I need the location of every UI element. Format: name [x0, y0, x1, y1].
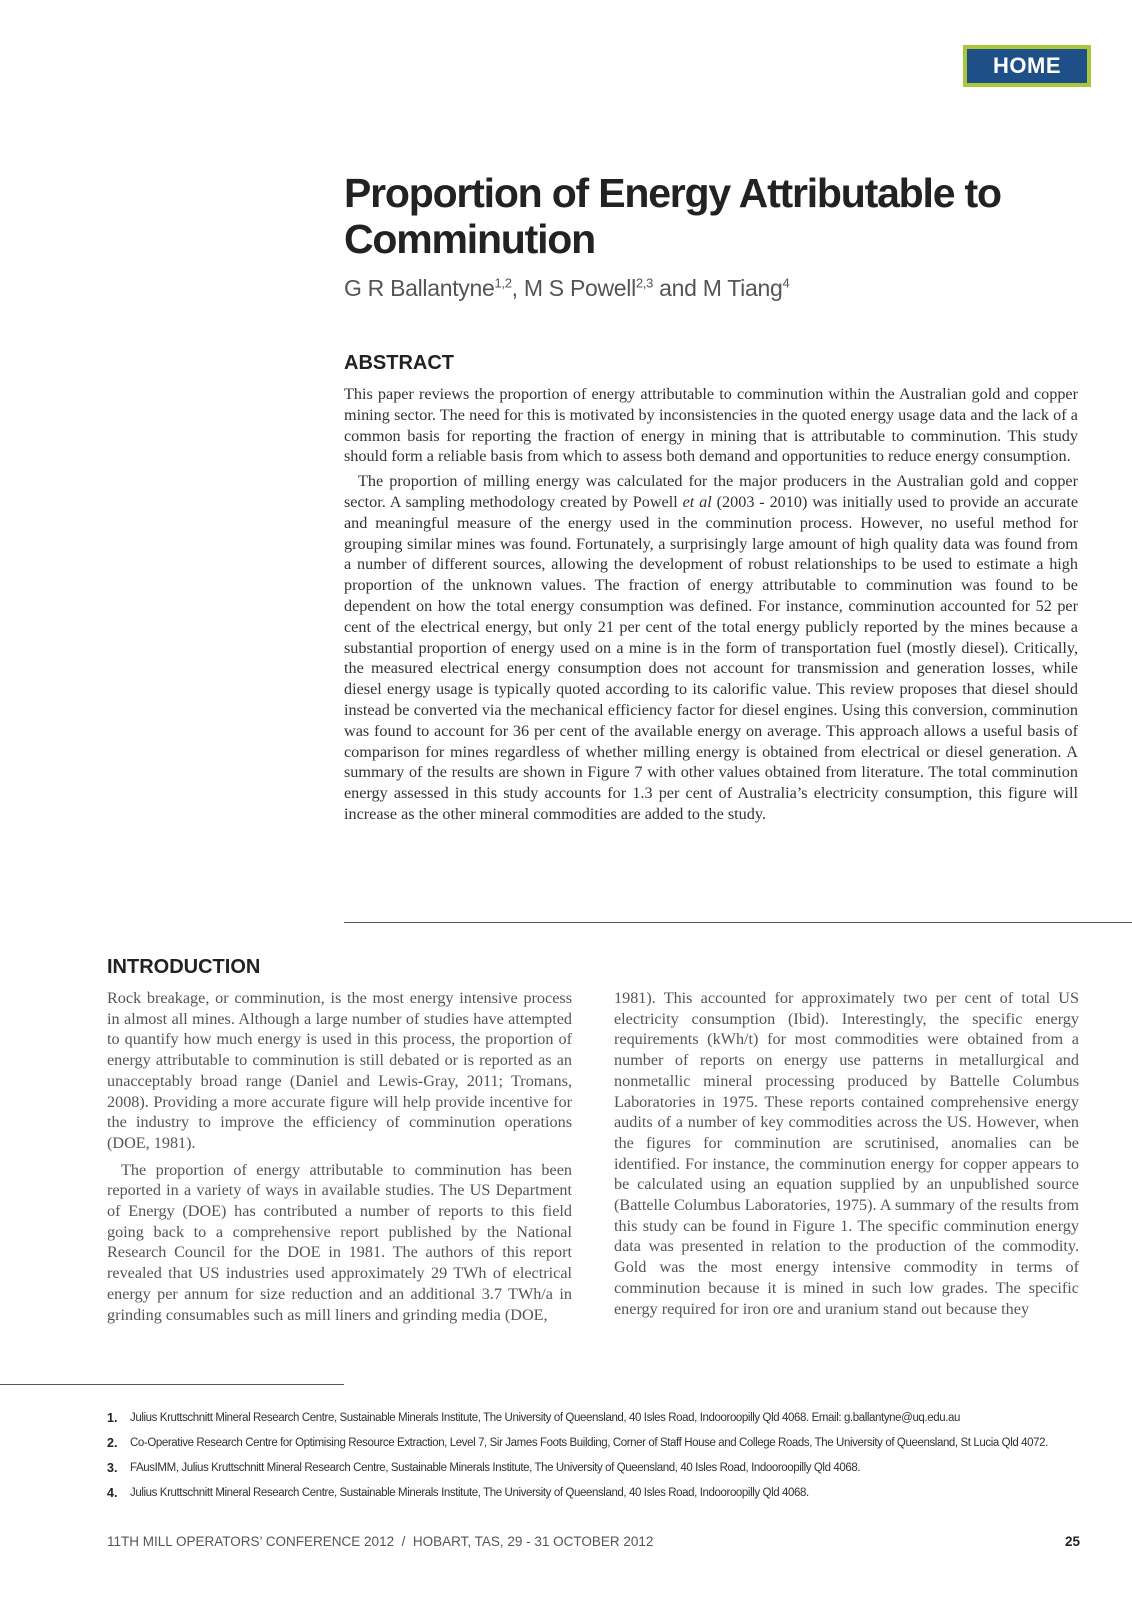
footnote-number: 1.: [107, 1410, 118, 1425]
footnote: [107, 1455, 1107, 1480]
footnote-text: FAusIMM, Julius Kruttschnitt Mineral Research Centre, Sustainable Minerals Institute, The University of Queensland, 40 Isles Road, Indooroopilly Qld 4068.: [130, 1461, 861, 1474]
body-column-right: [614, 988, 1079, 1319]
footnote: [107, 1480, 1107, 1505]
conference-footer: 11TH MILL OPERATORS’ CONFERENCE 2012 / HOBART, TAS, 29 - 31 OCTOBER 2012: [107, 1534, 654, 1549]
abstract-paragraph: This paper reviews the proportion of energy attributable to comminution within the Australian gold and copper mining sector. The need for this is motivated by inconsistencies in the quoted energy usage data and the lack of a common basis for reporting the fraction of energy in mining that is attributable to comminution. This study should form a reliable basis from which to assess both demand and opportunities to reduce energy consumption.: [344, 385, 1078, 466]
body-column-left: [107, 988, 572, 1325]
abstract-text: (2003 - 2010) was initially used to provide an accurate and meaningful measure of the energy used in the comminution process. However, no useful method for grouping similar mines was found. Fortunately, a surprisingly large amount of high quality data was found from a number of different sources, allowing the development of robust relationships to be used to estimate a high proportion of the unknown values. The fraction of energy attributable to comminution was found to be dependent on how the total energy consumption was defined. For instance, comminution accounted for 52 per cent of the electrical energy, but only 21 per cent of the total energy publicly reported by the mines because a substantial proportion of energy used on a mine is in the form of transportation fuel (mostly diesel). Critically, the measured electrical energy consumption does not account for transmission and generation losses, while diesel energy usage is typically quoted according to its calorific value. This review proposes that diesel should instead be converted via the mechanical efficiency factor for diesel engines. Using this conversion, comminution was found to account for 36 per cent of the available energy on average. This approach allows a useful basis of comparison for mines regardless of whether milling energy is obtained from electrical or diesel generation. A summary of the results are shown in Figure 7 with other values obtained from literature. The total comminution energy assessed in this study accounts for 1.3 per cent of Australia’s electricity consumption, this figure will increase as the other mineral commodities are added to the study.: [344, 492, 1079, 823]
footnote: [107, 1405, 1107, 1430]
footnote-text: Julius Kruttschnitt Mineral Research Centre, Sustainable Minerals Institute, The University of Queensland, 40 Isles Road, Indooroopilly Qld 4068. Email: g.ballantyne@uq.edu.au: [130, 1411, 960, 1424]
abstract-text: The proportion of milling energy was calculated for the major producers in the Australian gold and copper sector. A sampling methodology created by Powell: [344, 472, 1078, 511]
abstract-emphasis: et al: [682, 492, 712, 511]
author-affiliation: 1,2: [494, 275, 512, 291]
body-paragraph: The proportion of energy attributable to comminution has been reported in a variety of ways in available studies. The US Department of Energy (DOE) has contributed a number of reports to this field going back to a comprehensive report published by the National Research Council for the DOE in 1981. The authors of this report revealed that US industries used approximately 29 TWh of electrical energy per annum for size reduction and an additional 3.7 TWh/a in grinding consumables such as mill liners and grinding media (DOE,: [107, 1160, 572, 1324]
home-button[interactable]: HOME: [963, 45, 1091, 87]
author-name: M Tiang: [702, 275, 783, 301]
abstract-paragraph: [344, 471, 1078, 825]
author-separator: ,: [511, 275, 524, 301]
page-number: 25: [1064, 1534, 1080, 1549]
footnote-number: 4.: [107, 1485, 118, 1500]
footnote-text: Julius Kruttschnitt Mineral Research Centre, Sustainable Minerals Institute, The University of Queensland, 40 Isles Road, Indooroopilly Qld 4068.: [130, 1486, 809, 1499]
body-paragraph: Rock breakage, or comminution, is the most energy intensive process in almost all mines. Although a large number of studies have attempted to quantify how much energy is used in this process, the proportion of energy attributable to comminution is still debated or is reported as an unacceptably broad range (Daniel and Lewis-Gray, 2011; Tromans, 2008). Providing a more accurate figure will help provide incentive for the industry to improve the efficiency of comminution operations (DOE, 1981).: [107, 989, 572, 1152]
footnote-text: Co-Operative Research Centre for Optimising Resource Extraction, Level 7, Sir James Foots Building, Corner of Staff House and College Roads, The University of Queensland, St Lucia Qld 4072.: [130, 1436, 1048, 1449]
footnote-divider: [0, 1384, 344, 1385]
body-paragraph: 1981). This accounted for approximately two per cent of total US electricity consumption (Ibid). Interestingly, the specific energy requirements (kWh/t) for most commodities were obtained from a number of reports on energy use patterns in metallurgical and nonmetallic mineral processing produced by Battelle Columbus Laboratories in 1975. These reports contained comprehensive energy audits of a number of key commodities across the US. However, when the figures for comminution are scrutinised, anomalies can be identified. For instance, the comminution energy for copper appears to be calculated using an equation supplied by an unpublished source (Battelle Columbus Laboratories, 1975). A summary of the results from this study can be found in Figure 1. The specific comminution energy data was presented in relation to the production of the commodity. Gold was the most energy intensive commodity in terms of comminution because it is mined in such low grades. The specific energy required for iron ore and uranium stand out because they: [614, 989, 1079, 1318]
author-line: [344, 275, 789, 302]
abstract-heading: ABSTRACT: [344, 352, 454, 374]
author-name: G R Ballantyne: [344, 275, 495, 301]
abstract-divider: [344, 922, 1132, 923]
footnote-number: 3.: [107, 1460, 118, 1475]
author-name: M S Powell: [523, 275, 636, 301]
paper-title: Proportion of Energy Attributable to Comminution: [344, 170, 1001, 262]
author-affiliation: 2,3: [635, 275, 654, 291]
footnotes: [107, 1405, 1107, 1505]
footnote-number: 2.: [107, 1435, 118, 1450]
footnote: [107, 1430, 1107, 1455]
author-separator: and: [653, 275, 703, 301]
abstract-body: [344, 384, 1078, 825]
author-affiliation: 4: [782, 275, 790, 291]
introduction-heading: INTRODUCTION: [107, 956, 261, 978]
